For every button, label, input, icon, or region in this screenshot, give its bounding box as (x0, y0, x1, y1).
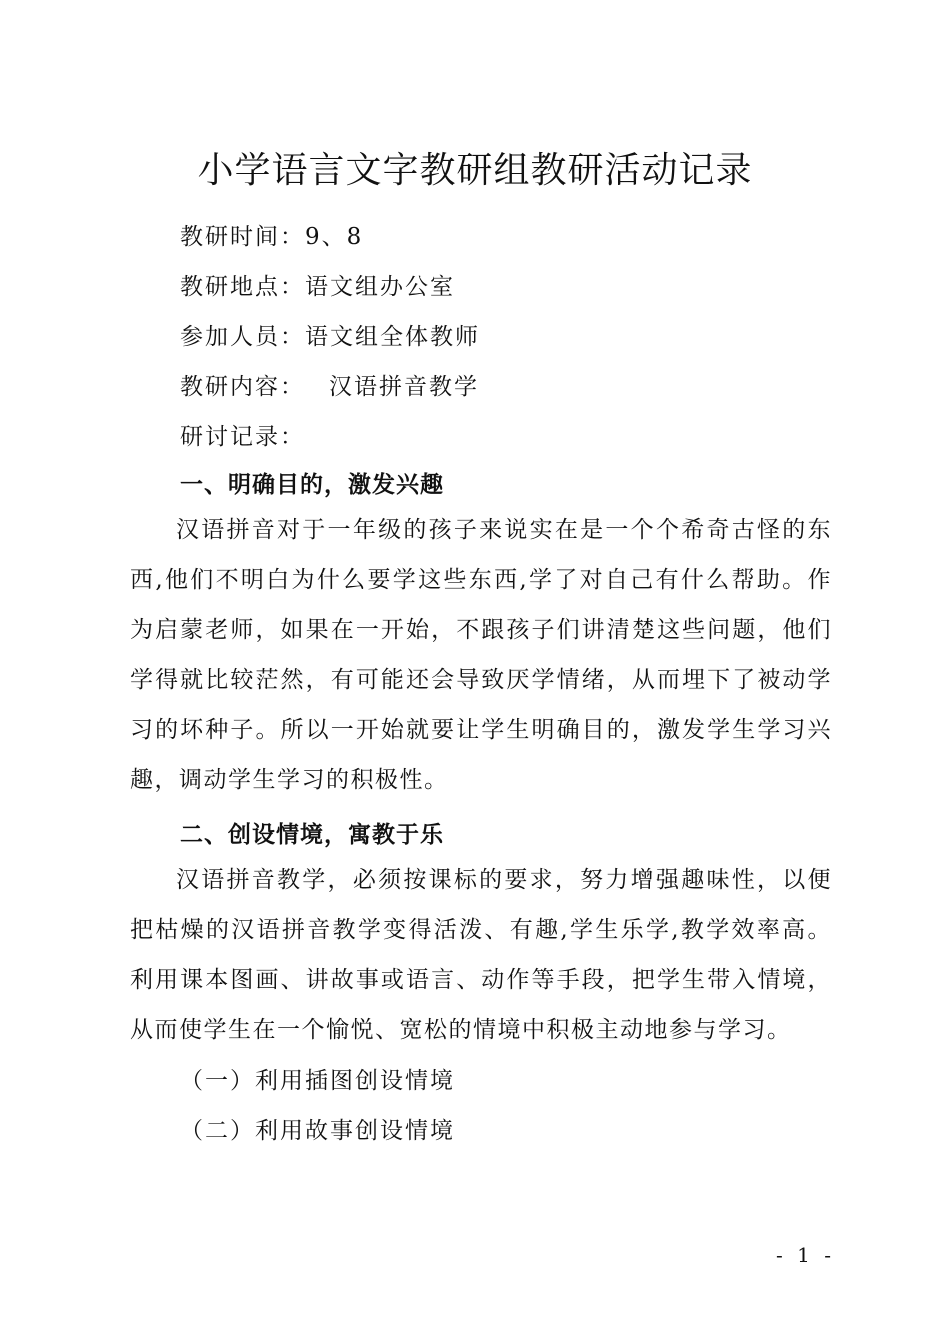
section-heading-1: 一、明确目的，激发兴趣 (180, 472, 444, 498)
page-number: - 1 - (776, 1243, 835, 1267)
section-heading-2: 二、创设情境，寓教于乐 (180, 822, 444, 848)
meta-participants: 参加人员：语文组全体教师 (180, 324, 480, 350)
subheading-1: （一）利用插图创设情境 (180, 1068, 455, 1094)
section-paragraph-2: 汉语拼音教学，必须按课标的要求，努力增强趣味性，以便把枯燥的汉语拼音教学变得活泼、有趣,学生乐学,教学效率高。利用课本图画、讲故事或语言、动作等手段，把学生带入情境，从而使学生在一个愉悦、宽松的情境中积极主动地参与学习。 (130, 867, 832, 1043)
meta-block (180, 212, 480, 462)
document-title: 小学语言文字教研组教研活动记录 (197, 150, 753, 191)
meta-record-label: 研讨记录： (180, 424, 305, 450)
section-paragraph-1: 汉语拼音对于一年级的孩子来说实在是一个个希奇古怪的东西,他们不明白为什么要学这些东西,学了对自己有什么帮助。作为启蒙老师，如果在一开始，不跟孩子们讲清楚这些问题，他们学得就比较茫然，有可能还会导致厌学情绪，从而埋下了被动学习的坏种子。所以一开始就要让学生明确目的，激发学生学习兴趣，调动学生学习的积极性。 (130, 517, 832, 793)
meta-content (180, 362, 480, 412)
meta-time: 教研时间：9、8 (180, 224, 364, 250)
meta-place: 教研地点：语文组办公室 (180, 274, 455, 300)
meta-content-label: 教研内容： (180, 374, 305, 400)
meta-content-value: 汉语拼音教学 (329, 374, 479, 400)
subheading-2: （二）利用故事创设情境 (180, 1118, 455, 1144)
